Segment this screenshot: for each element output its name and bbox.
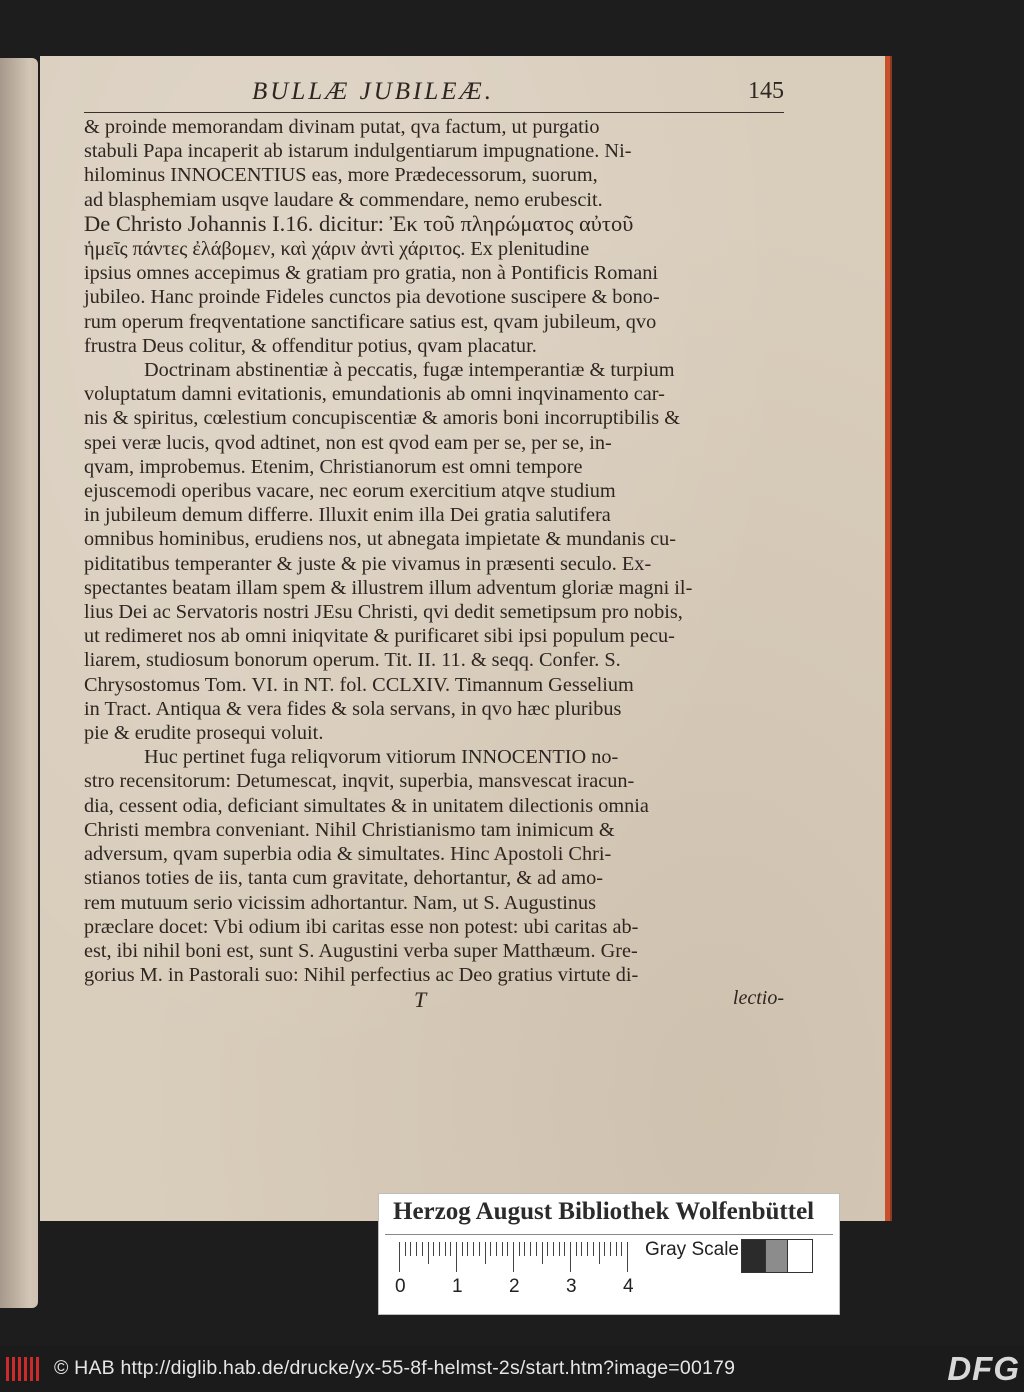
paragraph-1	[84, 115, 784, 358]
ruler-tick	[507, 1242, 508, 1256]
paragraph-3	[84, 745, 784, 987]
ruler-tick	[410, 1242, 411, 1256]
facing-page-edge	[0, 58, 38, 1308]
ruler-tick	[559, 1242, 560, 1256]
text-line: est, ibi nihil boni est, sunt S. Augustini verba super Matthæum. Gre-	[84, 939, 638, 962]
running-head: BULLÆ JUBILEÆ.	[252, 78, 495, 105]
ruler-tick	[485, 1242, 486, 1264]
text-line: Huc pertinet fuga reliqvorum vitiorum INNOCENTIO no-	[144, 746, 619, 769]
ruler-tick	[467, 1242, 468, 1256]
hab-logo-icon	[6, 1357, 48, 1381]
catchword: lectio-	[732, 987, 784, 1010]
ruler-tick	[542, 1242, 543, 1264]
text-line: Chrysostomus Tom. VI. in NT. fol. CCLXIV. Timannum Gesselium	[84, 673, 634, 696]
ruler-tick	[428, 1242, 429, 1264]
ruler-tick	[576, 1242, 577, 1256]
text-line: dia, cessent odia, deficiant simultates & in unitatem dilectionis omnia	[84, 794, 649, 817]
paragraph-2	[84, 358, 784, 745]
ruler-tick	[439, 1242, 440, 1256]
text-line: Doctrinam abstinentiæ à peccatis, fugæ intemperantiæ & turpium	[144, 359, 675, 382]
ruler-tick	[422, 1242, 423, 1256]
ruler-tick	[399, 1242, 400, 1272]
ruler-tick	[616, 1242, 617, 1256]
text-line: voluptatum damni evitationis, emundationis ab omni inqvinamento car-	[84, 383, 665, 406]
gray-swatch-light	[787, 1239, 813, 1273]
ruler-tick	[553, 1242, 554, 1256]
text-line: frustra Deus colitur, & offenditur potius, qvam placatur.	[84, 334, 537, 357]
ruler-tick	[621, 1242, 622, 1256]
ruler-tick	[433, 1242, 434, 1256]
ruler-tick	[450, 1242, 451, 1256]
ruler-tick	[462, 1242, 463, 1256]
ruler-tick	[524, 1242, 525, 1256]
text-line: stianos toties de iis, tanta cum gravitate, dehortantur, & ad amo-	[84, 867, 604, 890]
ruler-tick	[599, 1242, 600, 1264]
scale-number: 2	[509, 1276, 520, 1297]
ruler-tick	[610, 1242, 611, 1256]
gray-swatch-dark	[741, 1239, 767, 1273]
text-line: omnibus hominibus, erudiens nos, ut abnegata impietate & mundanis cu-	[84, 528, 676, 551]
ruler-tick	[405, 1242, 406, 1256]
scale-number: 0	[395, 1276, 406, 1297]
page-content	[84, 78, 784, 1013]
ruler-tick	[587, 1242, 588, 1256]
text-line: stabuli Papa incaperit ab istarum indulgentiarum impugnatione. Ni-	[84, 140, 632, 163]
text-line: gorius M. in Pastorali suo: Nihil perfectius ac Deo gratius virtute di-	[84, 964, 639, 987]
text-line: ejuscemodi operibus vacare, nec eorum exercitium atqve studium	[84, 480, 616, 503]
library-name: Herzog August Bibliothek Wolfenbüttel	[393, 1198, 815, 1225]
ruler-tick	[627, 1242, 628, 1272]
text-line: stro recensitorum: Detumescat, inqvit, superbia, mansvescat iracun-	[84, 770, 635, 793]
text-line: hilominus INNOCENTIUS eas, more Prædecessorum, suorum,	[84, 164, 598, 187]
viewer-footer	[0, 1345, 1024, 1392]
ruler-tick	[604, 1242, 605, 1256]
page-footer	[84, 987, 784, 1013]
page-header	[84, 78, 784, 112]
ruler-tick	[530, 1242, 531, 1256]
text-line: ad blasphemiam usqve laudare & commendare, nemo erubescit.	[84, 188, 603, 211]
text-line: pie & erudite prosequi voluit.	[84, 722, 324, 745]
text-line: qvam, improbemus. Etenim, Christianorum est omni tempore	[84, 455, 583, 478]
ruler-tick	[490, 1242, 491, 1256]
ruler-tick	[473, 1242, 474, 1256]
ruler-tick	[502, 1242, 503, 1256]
header-rule	[84, 112, 784, 113]
book-page	[40, 56, 890, 1221]
scale-number: 1	[452, 1276, 463, 1297]
text-line: ἡμεῖς πάντες ἐλάβομεν, καὶ χάριν ἀντὶ χάριτος. Ex plenitudine	[84, 238, 590, 261]
text-line: ipsius omnes accepimus & gratiam pro gratia, non à Pontificis Romani	[84, 262, 658, 285]
text-line: ut redimeret nos ab omni iniqvitate & purificaret sibi ipsi populum pecu-	[84, 625, 675, 648]
copyright-link[interactable]: © HAB http://diglib.hab.de/drucke/yx-55-8f-helmst-2s/start.htm?image=00179	[54, 1357, 736, 1379]
text-line: præclare docet: Vbi odium ibi caritas esse non potest: ubi caritas ab-	[84, 915, 639, 938]
ruler-tick	[456, 1242, 457, 1272]
card-divider	[385, 1234, 833, 1235]
text-line: rem mutuum serio vicissim adhortantur. Nam, ut S. Augustinus	[84, 891, 597, 914]
text-line: spectantes beatam illam spem & illustrem illum adventum gloriæ magni il-	[84, 576, 693, 599]
text-line: lius Dei ac Servatoris nostri JEsu Christi, qvi dedit semetipsum pro nobis,	[84, 601, 683, 624]
ruler-tick	[581, 1242, 582, 1256]
text-line: rum operum freqventatione sanctificare satius est, qvam jubileum, qvo	[84, 310, 657, 333]
ruler-tick	[513, 1242, 514, 1272]
text-line: in Tract. Antiqua & vera fides & sola servans, in qvo hæc pluribus	[84, 697, 622, 720]
scale-number: 3	[566, 1276, 577, 1297]
ruler-tick	[479, 1242, 480, 1256]
gray-swatch-mid	[765, 1239, 789, 1273]
text-line: Christi membra conveniant. Nihil Christianismo tam inimicum &	[84, 818, 615, 841]
body-text	[84, 115, 784, 987]
ruler-tick	[445, 1242, 446, 1256]
ruler-tick	[536, 1242, 537, 1256]
text-line: jubileo. Hanc proinde Fideles cunctos pia devotione suscipere & bono-	[84, 286, 660, 309]
text-line: nis & spiritus, cœlestium concupiscentiæ & amoris boni incorruptibilis &	[84, 407, 680, 430]
text-line: De Christo Johannis I.16. dicitur: Ἐκ τοῦ πληρώματος αὐτοῦ	[84, 210, 634, 236]
text-line: spei veræ lucis, qvod adtinet, non est qvod eam per se, per se, in-	[84, 431, 612, 454]
gray-scale-label: Gray Scale	[645, 1239, 739, 1260]
text-line: & proinde memorandam divinam putat, qva factum, ut purgatio	[84, 116, 600, 138]
text-line: piditatibus temperanter & juste & pie vivamus in præsenti seculo. Ex-	[84, 552, 652, 575]
text-line: adversum, qvam superbia odia & simultates. Hinc Apostoli Chri-	[84, 843, 612, 866]
ruler-tick	[519, 1242, 520, 1256]
ruler-tick	[570, 1242, 571, 1272]
page-number: 145	[748, 78, 784, 104]
ruler-tick	[564, 1242, 565, 1256]
signature-mark: T	[414, 987, 427, 1013]
ruler-tick	[496, 1242, 497, 1256]
ruler-tick	[547, 1242, 548, 1256]
scale-number: 4	[623, 1276, 634, 1297]
library-color-card	[378, 1193, 840, 1315]
text-line: in jubileum demum differre. Illuxit enim illa Dei gratia salutifera	[84, 504, 611, 527]
dfg-logo: DFG	[947, 1350, 1020, 1387]
ruler-tick	[593, 1242, 594, 1256]
ruler-tick	[416, 1242, 417, 1256]
text-line: liarem, studiosum bonorum operum. Tit. II. 11. & seqq. Confer. S.	[84, 649, 621, 672]
